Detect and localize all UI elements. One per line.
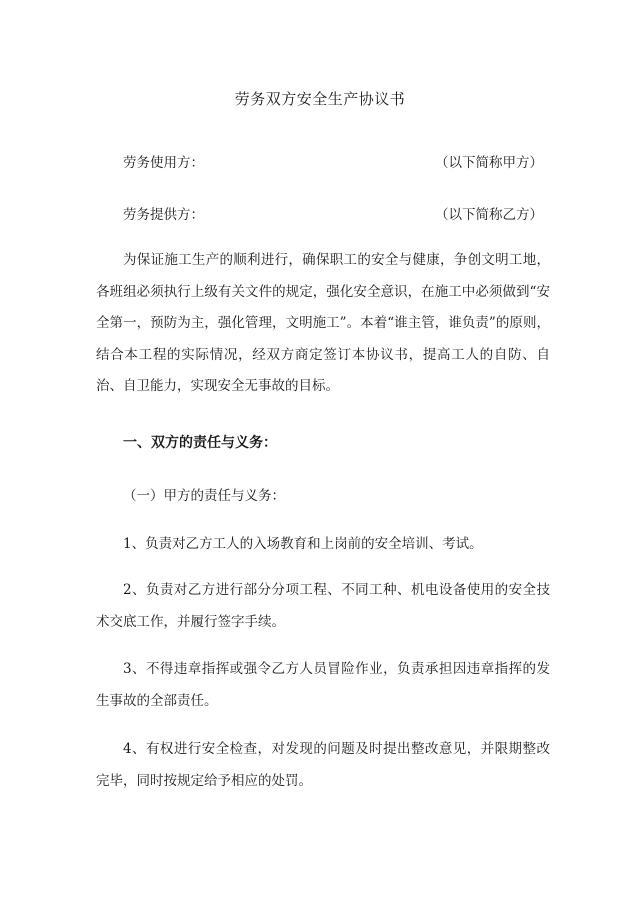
list-item: 3、不得违章指挥或强令乙方人员冒险作业，负责承担因违章指挥的发生事故的全部责任。 [96, 661, 550, 709]
party-b-note: （以下简称乙方） [435, 207, 543, 223]
subsection-heading: （一）甲方的责任与义务： [123, 488, 285, 504]
party-a-label: 劳务使用方： [123, 155, 204, 171]
intro-paragraph: 为保证施工生产的顺利进行，确保职工的安全与健康，争创文明工地，各班组必须执行上级有关文件的规定，强化安全意识，在施工中必须做到“安全第一，预防为主，强化管理，文明施工”。本着“谁主管，谁负责”的原则，结合本工程的实际情况，经双方商定签订本协议书，提高工人的自防、自治、自卫能力，实现安全无事故的目标。 [96, 252, 550, 394]
list-item: 1、负责对乙方工人的入场教育和上岗前的安全培训、考试。 [123, 536, 483, 552]
list-item: 4、有权进行安全检查，对发现的问题及时提出整改意见，并限期整改完毕，同时按规定给予相应的处罚。 [96, 741, 550, 789]
list-item: 2、负责对乙方进行部分分项工程、不同工种、机电设备使用的安全技术交底工作，并履行签字手续。 [96, 582, 550, 630]
document-title: 劳务双方安全生产协议书 [234, 90, 406, 108]
party-b-label: 劳务提供方： [123, 207, 204, 223]
party-a-note: （以下简称甲方） [435, 155, 543, 171]
party-b-row [123, 203, 543, 223]
party-a-row [123, 151, 543, 171]
section-heading: 一、双方的责任与义务： [123, 435, 277, 451]
